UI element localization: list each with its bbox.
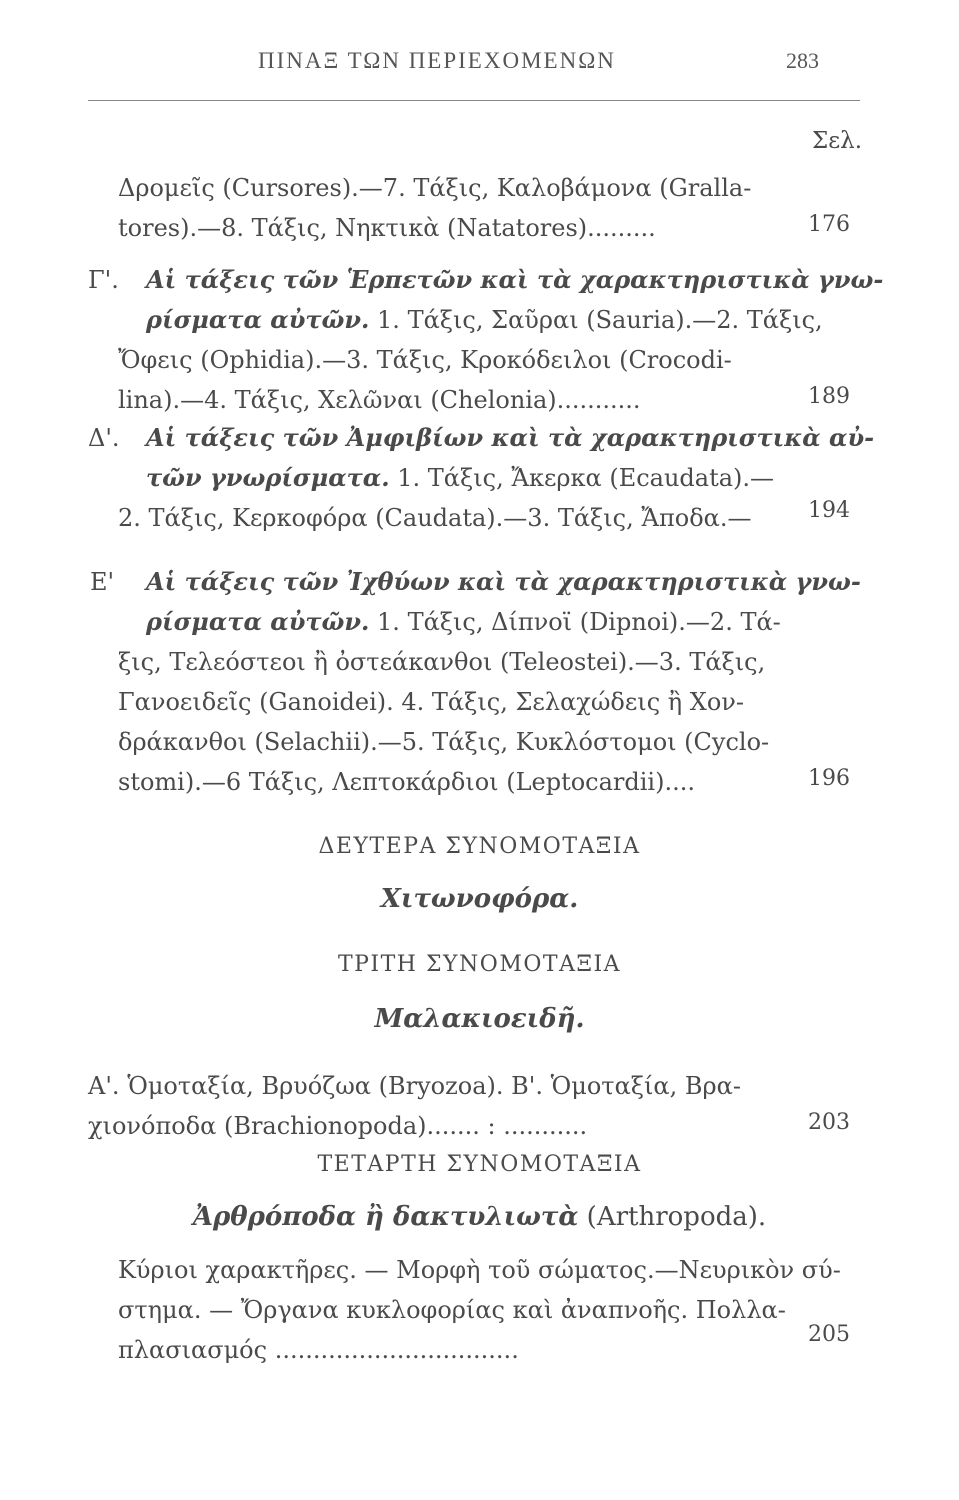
toc-page-ref: 205 bbox=[808, 1322, 850, 1347]
section-subtitle bbox=[0, 1202, 959, 1232]
page-column-label: Σελ. bbox=[812, 128, 863, 154]
entry-heading-line: Αἱ τάξεις τῶν Ἀμφιβίων καὶ τὰ χαρακτηριστικὰ αὐ- bbox=[146, 423, 875, 452]
entry-line: Κύριοι χαρακτῆρες. — Μορφὴ τοῦ σώματος.—Νευρικὸν σύ- bbox=[118, 1256, 841, 1284]
entry-line: ξις, Τελεόστεοι ἢ ὀστεάκανθοι (Teleostei).—3. Τάξις, bbox=[118, 648, 766, 676]
section-subtitle: Χιτωνοφόρα. bbox=[380, 884, 579, 914]
toc-page-ref: 176 bbox=[808, 212, 850, 237]
entry-heading-line: τῶν γνωρίσματα. bbox=[146, 463, 390, 492]
entry-line: 2. Τάξις, Κερκοφόρα (Caudata).—3. Τάξις, Ἄποδα.— bbox=[118, 504, 752, 532]
page-number: 283 bbox=[786, 48, 819, 73]
toc-page-ref: 203 bbox=[808, 1110, 850, 1135]
toc-entry-gamma bbox=[146, 260, 883, 340]
toc-entry-epsilon bbox=[146, 562, 861, 642]
toc-entry-delta-mark: Δ'. bbox=[88, 424, 120, 452]
section-heading: ΔΕΥΤΕΡΑ ΣΥΝΟΜΟΤΑΞΙΑ bbox=[318, 834, 641, 859]
entry-line: 1. Τάξις, Ἄκερκα (Ecaudata).— bbox=[389, 464, 775, 492]
entry-line: Δρομεῖς (Cursores).—7. Τάξις, Καλοβάμονα (Grallа- bbox=[118, 174, 752, 202]
toc-entry-epsilon-mark: Ε' bbox=[90, 568, 115, 596]
section-subtitle-latin: (Arthropoda). bbox=[578, 1202, 767, 1232]
entry-line: stomi).—6 Τάξις, Λεπτοκάρδιοι (Leptocardii).... bbox=[118, 768, 695, 796]
entry-heading-line: Αἱ τάξεις τῶν Ἰχθύων καὶ τὰ χαρακτηριστικὰ γνω- bbox=[146, 567, 861, 596]
toc-entry-section4 bbox=[118, 1250, 841, 1370]
toc-page-ref: 196 bbox=[808, 766, 850, 791]
entry-line: στημα. — Ὄργανα κυκλοφορίας καὶ ἀναπνοῆς. Πολλα- bbox=[118, 1296, 786, 1324]
toc-page-ref: 189 bbox=[808, 384, 850, 409]
section-subtitle: Μαλακιοειδῆ. bbox=[374, 1004, 585, 1034]
running-header-title: ΠΙΝΑΞ ΤΩΝ ΠΕΡΙΕΧΟΜΕΝΩΝ bbox=[258, 48, 616, 73]
header-rule bbox=[88, 100, 860, 101]
entry-line: Ὄφεις (Ophidia).—3. Τάξις, Κροκόδειλοι (Crocodi- bbox=[118, 346, 732, 374]
entry-line: Γανοειδεῖς (Ganoidei). 4. Τάξις, Σελαχώδεις ἢ Χον- bbox=[118, 688, 745, 716]
toc-page-ref: 194 bbox=[808, 498, 850, 523]
entry-heading-line: ρίσματα αὐτῶν. bbox=[146, 305, 370, 334]
toc-entry-continued bbox=[118, 168, 751, 248]
toc-entry-gamma-cont bbox=[118, 340, 732, 420]
entry-line: δράκανθοι (Selachii).—5. Τάξις, Κυκλόστομοι (Cyclo- bbox=[118, 728, 770, 756]
entry-line: Α'. Ὁμοταξία, Βρυόζωα (Bryozoa). Β'. Ὁμοταξία, Βρα- bbox=[88, 1072, 741, 1100]
section-heading: ΤΕΤΑΡΤΗ ΣΥΝΟΜΟΤΑΞΙΑ bbox=[317, 1152, 642, 1177]
entry-line: πλασιασμός ................................ bbox=[118, 1336, 519, 1364]
toc-entry-delta bbox=[146, 418, 874, 498]
section-subtitle-greek: Ἀρθρόποδα ἢ δακτυλιωτὰ bbox=[192, 1202, 579, 1232]
entry-line: 1. Τάξις, Δίπνοϊ (Dipnoi).—2. Τά- bbox=[369, 608, 781, 636]
section-heading: ΤΡΙΤΗ ΣΥΝΟΜΟΤΑΞΙΑ bbox=[337, 952, 622, 977]
entry-line: χιονόποδα (Brachionopoda)....... : ........... bbox=[88, 1112, 588, 1140]
toc-entry-gamma-mark: Γ'. bbox=[88, 266, 119, 294]
toc-entry-section3 bbox=[88, 1066, 741, 1146]
toc-entry-epsilon-cont bbox=[118, 642, 769, 802]
entry-line: lina).—4. Τάξις, Χελῶναι (Chelonia)........... bbox=[118, 386, 641, 414]
entry-heading-line: Αἱ τάξεις τῶν Ἑρπετῶν καὶ τὰ χαρακτηριστικὰ γνω- bbox=[146, 265, 884, 294]
entry-heading-line: ρίσματα αὐτῶν. bbox=[146, 607, 370, 636]
toc-entry-delta-cont bbox=[118, 498, 752, 538]
entry-line: 1. Τάξις, Σαῦραι (Sauria).—2. Τάξις, bbox=[369, 306, 823, 334]
entry-line: tores).—8. Τάξις, Νηκτικὰ (Natatores)......... bbox=[118, 214, 656, 242]
